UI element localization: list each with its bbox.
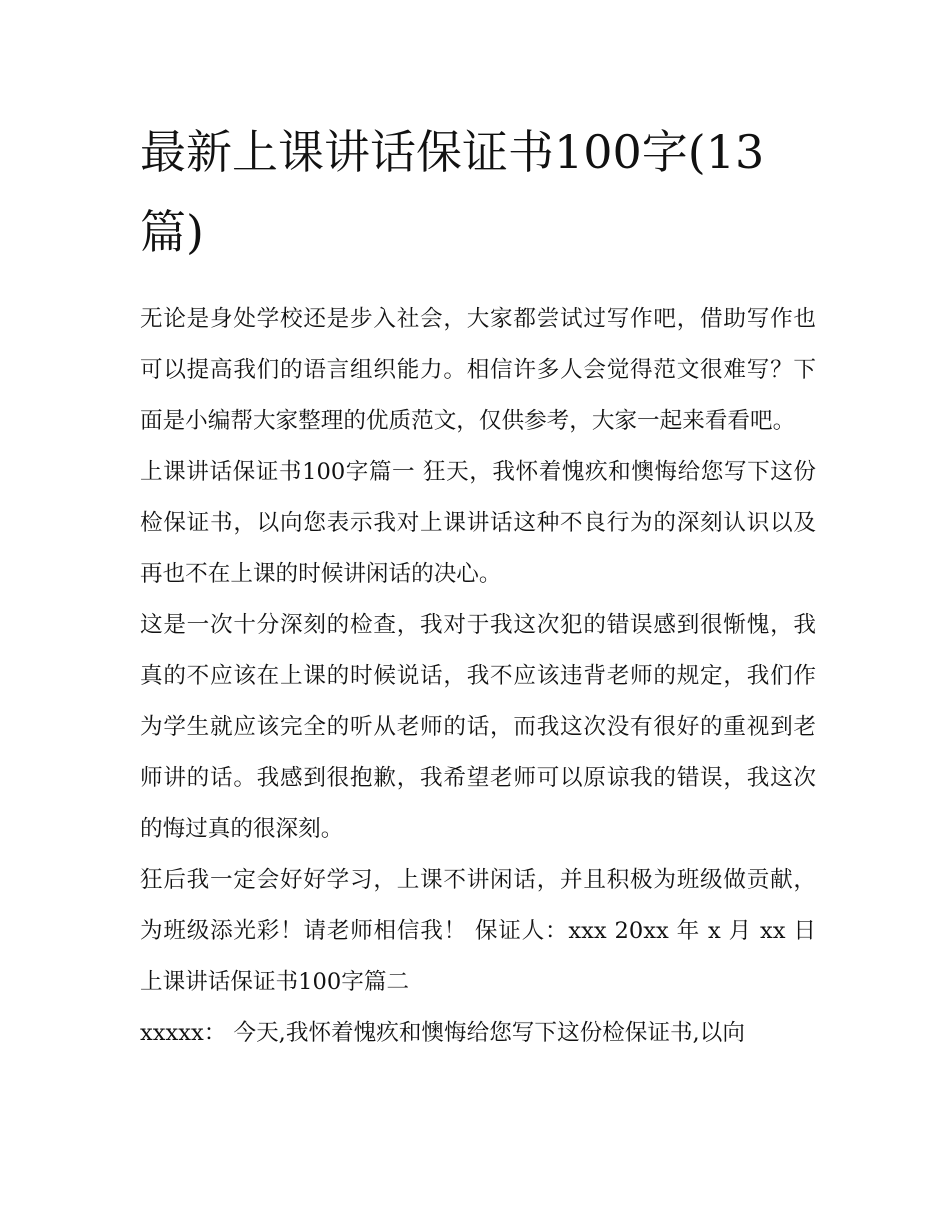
paragraph-intro: 无论是身处学校还是步入社会，大家都尝试过写作吧，借助写作也可以提高我们的语言组织能力。相信许多人会觉得范文很难写？下面是小编帮大家整理的优质范文，仅供参考，大家一起来看看吧。 xyxy=(140,306,816,434)
paragraph-essay-one-reflection: 这是一次十分深刻的检查，我对于我这次犯的错误感到很惭愧，我真的不应该在上课的时候说话，我不应该违背老师的规定，我们作为学生就应该完全的听从老师的话，而我这次没有很好的重视到老师讲的话。我感到很抱歉，我希望老师可以原谅我的错误，我这次的悔过真的很深刻。 xyxy=(140,612,816,842)
document-title: 最新上课讲话保证书100字(13篇) xyxy=(140,125,765,259)
document-body xyxy=(140,294,816,1059)
document-page xyxy=(140,112,816,1059)
paragraph-essay-one-opening: 上课讲话保证书100字篇一 狂天，我怀着愧疚和懊悔给您写下这份检保证书，以向您表示我对上课讲话这种不良行为的深刻认识以及再也不在上课的时候讲闲话的决心。 xyxy=(140,459,816,587)
paragraph-essay-two-opening: xxxxx： 今天,我怀着愧疚和懊悔给您写下这份检保证书,以向 xyxy=(140,1020,745,1046)
paragraph-essay-one-promise: 狂后我一定会好好学习，上课不讲闲话，并且积极为班级做贡献，为班级添光彩！请老师相信我！ 保证人：xxx 20xx 年 x 月 xx 日 上课讲话保证书100字篇二 xyxy=(140,867,816,995)
